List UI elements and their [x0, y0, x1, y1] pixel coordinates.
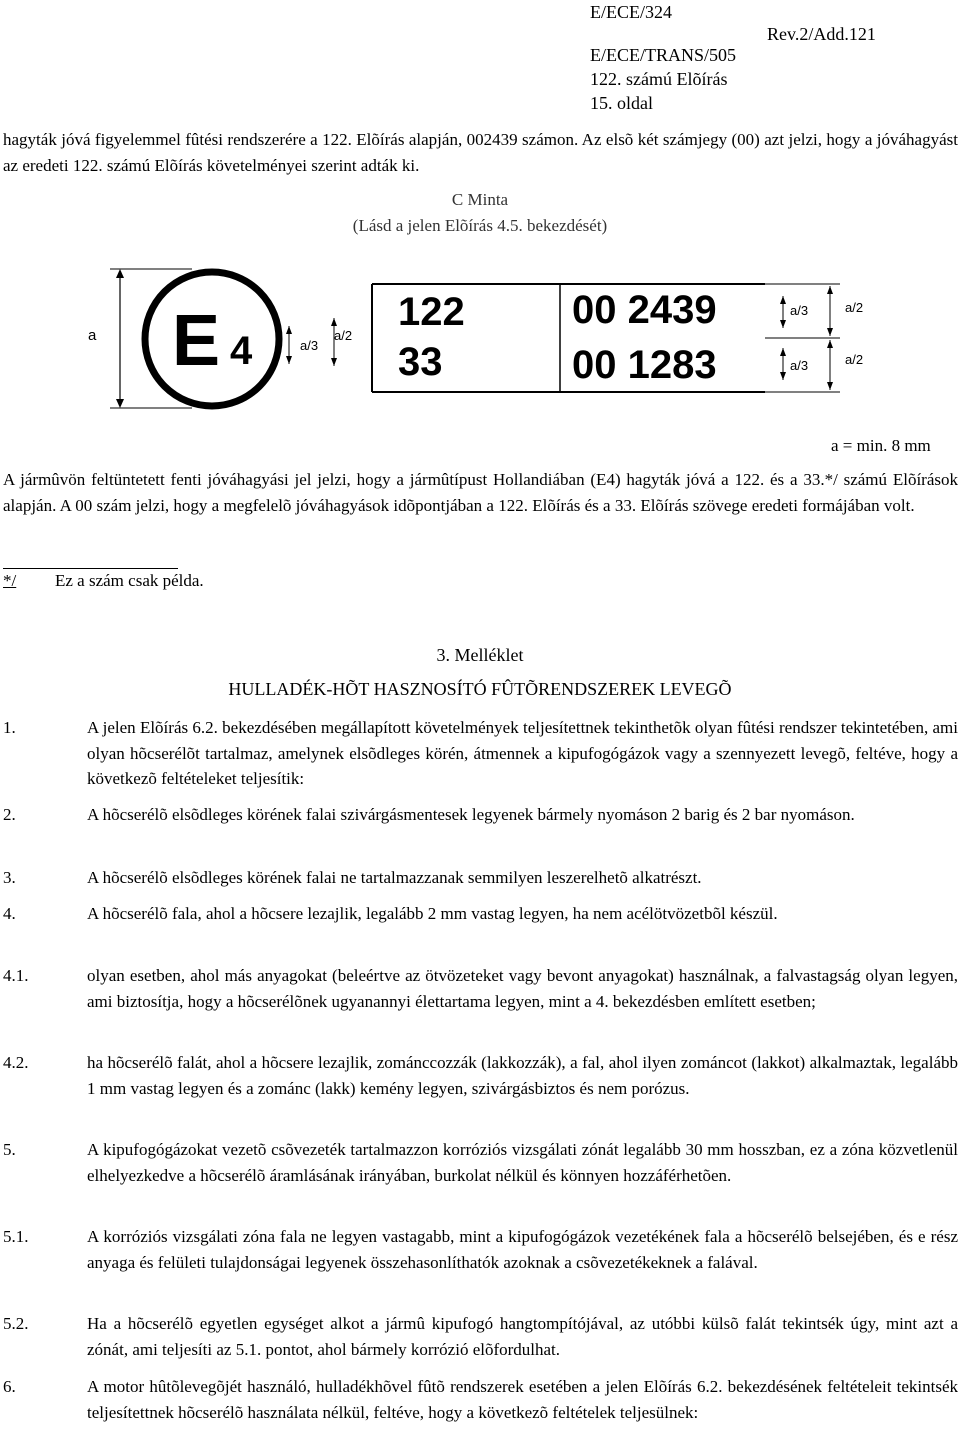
item-text: olyan esetben, ahol más anyagokat (beleértve az ötvözeteket vagy bevont anyagokat) használnak, a falvastagság olyan legyen, ami biztosítja, hogy a hõcserélõnek ugyanannyi élettartama legyen, mint a 4. bekezdésben említett esetben; — [87, 966, 958, 1011]
revision: Rev.2/Add.121 — [767, 24, 876, 44]
circle-number: 4 — [230, 329, 253, 373]
page-number: 15. oldal — [590, 93, 653, 113]
model-subtitle: (Lásd a jelen Elõírás 4.5. bekezdését) — [352, 216, 608, 235]
item-number: 4. — [3, 904, 16, 923]
row1-regulation: 122 — [398, 290, 465, 334]
list-item — [3, 1374, 958, 1425]
item-text: A hõcserélõ elsõdleges körének falai szivárgásmentesek legyenek bármely nyomáson 2 barig és 2 bar nyomáson. — [87, 805, 855, 824]
footnote-text: Ez a szám csak példa. — [55, 571, 204, 590]
row2-approval: 00 1283 — [572, 343, 717, 387]
item-text: ha hõcserélõ falát, ahol a hõcsere lezajlik, zománccozzák (lakkozzák), a fal, ahol ilyen zománcot (lakkot) alkalmaztak, legalább 1 mm vastag legyen és a zománc (lakk) kemény legyen, szivárgásbiztos és nem porózus. — [87, 1053, 958, 1098]
item-number: 5.1. — [3, 1227, 29, 1246]
dim-a3-left: a/3 — [300, 338, 319, 353]
list-item — [3, 802, 958, 828]
approval-mark-figure — [0, 262, 960, 422]
intro-paragraph: hagyták jóvá figyelemmel fûtési rendszerére a 122. Elõírás alapján, 002439 számon. Az elsõ két számjegy (00) azt jelzi, hogy a jóváhagyást az eredeti 122. számú Elõírás követelményei szerint adták ki. — [3, 130, 958, 175]
item-number: 1. — [3, 718, 16, 737]
list-item — [3, 1050, 958, 1101]
row1-approval: 00 2439 — [572, 288, 717, 332]
list-item — [3, 1224, 958, 1275]
annex-title: 3. Melléklet — [436, 645, 524, 665]
footnote-separator — [3, 568, 178, 569]
item-number: 4.1. — [3, 966, 29, 985]
item-text: Ha a hõcserélõ egyetlen egységet alkot a jármû kipufogó hangtompítójával, az utóbbi külsõ falát tekintsék úgy, mint azt a zónát, ami teljesíti az 5.1. pontot, ahol bármely korrózió elõfordulhat. — [87, 1314, 958, 1359]
doc-symbol: E/ECE/324 — [590, 2, 672, 22]
dim-a-label: a — [88, 327, 97, 344]
list-item — [3, 963, 958, 1014]
regulation-ref: 122. számú Elõírás — [590, 69, 728, 89]
item-text: A korróziós vizsgálati zóna fala ne legyen vastagabb, mint a kipufogógázok vezetékének fala a hõcserélõ belsejében, és e rész anyaga és felületi tulajdonságai legyenek összehasonlíthatók azoknak a csõvezetékeknek a falával. — [87, 1227, 958, 1272]
list-item — [3, 901, 958, 927]
item-number: 6. — [3, 1377, 16, 1396]
item-number: 3. — [3, 868, 16, 887]
footnote-marker: */ — [3, 571, 17, 590]
item-number: 5. — [3, 1140, 16, 1159]
dim-a2-right-top: a/2 — [845, 300, 864, 315]
item-number: 4.2. — [3, 1053, 29, 1072]
dim-a3-right-top: a/3 — [790, 303, 809, 318]
list-item — [3, 1137, 958, 1188]
dim-a2-right-bottom: a/2 — [845, 352, 864, 367]
minimum-size-note: a = min. 8 mm — [831, 436, 931, 455]
item-text: A motor hûtõlevegõjét használó, hulladékhõvel fûtõ rendszerek esetében a jelen Elõírás 6.2. bekezdésének feltételeit tekintsék teljesítettnek hõcserélõ használata nélkül, feltéve, hogy a következõ feltételek teljesülnek: — [87, 1377, 958, 1422]
circle-letter: E — [172, 301, 221, 381]
item-text: A kipufogógázokat vezetõ csõvezeték tartalmazzon korróziós vizsgálati zónát legalább 30 mm hosszban, ez a zóna közvetlenül elhelyezkedve a hõcserélõ áramlásának irányában, burkolat nélkül és könnyen hozzáférhetõen. — [87, 1140, 958, 1185]
row2-regulation: 33 — [398, 340, 443, 384]
list-item — [3, 715, 958, 792]
item-number: 2. — [3, 805, 16, 824]
list-item — [3, 865, 958, 891]
dim-a3-right-bottom: a/3 — [790, 358, 809, 373]
item-number: 5.2. — [3, 1314, 29, 1333]
item-text: A hõcserélõ fala, ahol a hõcsere lezajlik, legalább 2 mm vastag legyen, ha nem acélötvözetbõl készül. — [87, 904, 778, 923]
explanation-paragraph: A jármûvön feltüntetett fenti jóváhagyási jel jelzi, hogy a jármûtípust Hollandiában (E4) hagyták jóvá a 122. és a 33.*/ számú Elõírások alapján. A 00 szám jelzi, hogy a megfelelõ jóváhagyások idõpontjában a 122. Elõírás és a 33. Elõírás szövege eredeti formájában volt. — [3, 470, 958, 515]
list-item — [3, 1311, 958, 1362]
annex-subtitle: HULLADÉK-HÕT HASZNOSÍTÓ FÛTÕRENDSZEREK LEVEGÕ — [228, 679, 732, 699]
dim-a2-left: a/2 — [334, 328, 353, 343]
item-text: A hõcserélõ elsõdleges körének falai ne tartalmazzanak semmilyen leszerelhetõ alkatrészt. — [87, 868, 702, 887]
model-title: C Minta — [451, 190, 509, 209]
doc-symbol-trans: E/ECE/TRANS/505 — [590, 45, 737, 65]
item-text: A jelen Elõírás 6.2. bekezdésében megállapított követelmények teljesítettnek tekinthetõk olyan fûtési rendszer tekintetében, ami olyan hõcserélõt tartalmaz, amelynek elsõdleges körén, átmennek a kipufogógázok vagy a szennyezett levegõ, feltéve, hogy a következõ feltételeket teljesítik: — [87, 718, 958, 788]
